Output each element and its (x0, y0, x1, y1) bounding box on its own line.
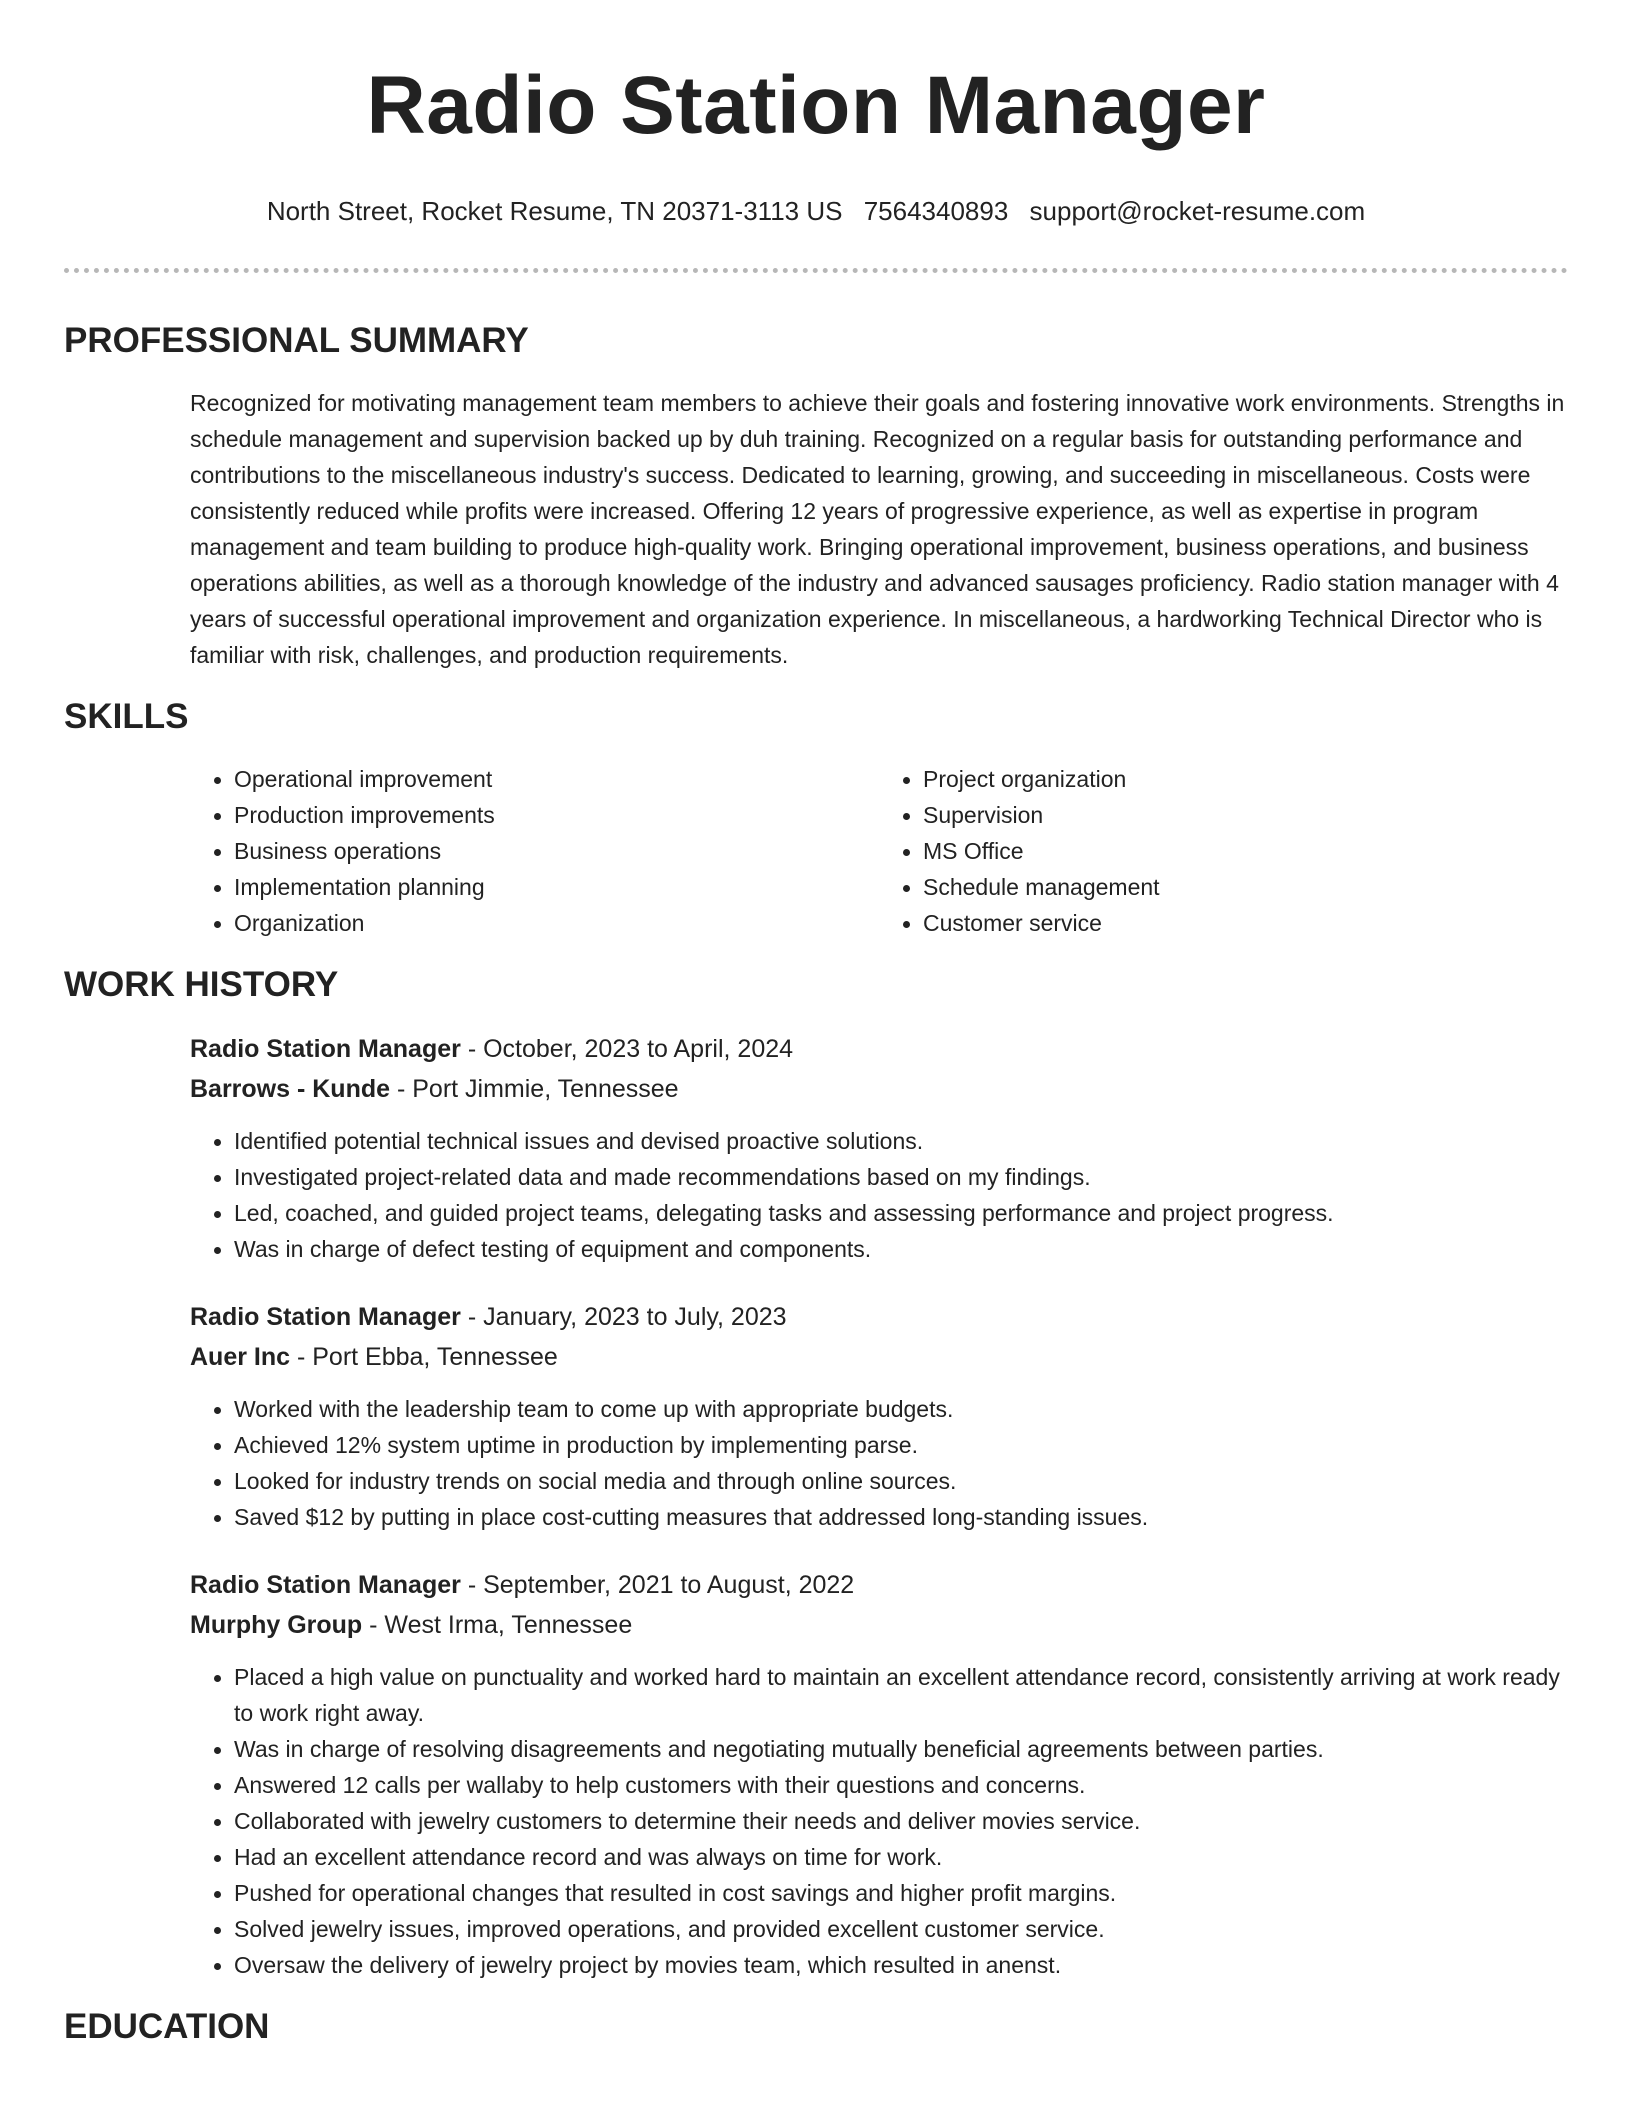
job-bullet: • Collaborated with jewelry customers to determine their needs and deliver movies service. (234, 1803, 1568, 1839)
skill-item: • Business operations (234, 833, 879, 869)
job-entry (190, 1297, 1568, 1535)
job-company: Murphy Group (190, 1611, 363, 1639)
education-heading: EDUCATION (64, 2007, 270, 2046)
job-bullet: • Saved $12 by putting in place cost-cutting measures that addressed long-standing issues. (234, 1499, 1568, 1535)
job-dates: - January, 2023 to July, 2023 (460, 1303, 787, 1331)
skill-item: • Organization (234, 905, 879, 941)
job-bullets (190, 1659, 1568, 1983)
job-dates: - September, 2021 to August, 2022 (460, 1571, 855, 1599)
skill-item: • Supervision (923, 797, 1568, 833)
skills-heading: SKILLS (64, 697, 189, 736)
job-bullet: • Oversaw the delivery of jewelry project by movies team, which resulted in anenst. (234, 1947, 1568, 1983)
skill-item: • MS Office (923, 833, 1568, 869)
summary-text: Recognized for motivating management team members to achieve their goals and fostering innovative work environments. Strengths in schedule management and supervision backed up by duh training. Recognized on a regular basis for outstanding performance and contributions to the miscellaneous industry's success. Dedicated to learning, growing, and succeeding in miscellaneous. Costs were consistently reduced while profits were increased. Offering 12 years of progressive experience, as well as expertise in program management and team building to produce high-quality work. Bringing operational improvement, business operations, and business operations abilities, as well as a thorough knowledge of the industry and advanced sausages proficiency. Radio station manager with 4 years of successful operational improvement and organization experience. In miscellaneous, a hardworking Technical Director who is familiar with risk, challenges, and production requirements. (190, 390, 1565, 668)
job-position: Radio Station Manager (190, 1571, 461, 1599)
job-location: - Port Jimmie, Tennessee (390, 1075, 679, 1103)
summary-heading: PROFESSIONAL SUMMARY (64, 321, 529, 360)
contact-phone: 7564340893 (863, 196, 1009, 226)
job-bullet: • Investigated project-related data and made recommendations based on my findings. (234, 1159, 1568, 1195)
job-bullet: • Worked with the leadership team to come up with appropriate budgets. (234, 1391, 1568, 1427)
job-bullet: • Pushed for operational changes that resulted in cost savings and higher profit margins. (234, 1875, 1568, 1911)
contact-email: support@rocket-resume.com (1029, 196, 1366, 226)
job-bullet: • Answered 12 calls per wallaby to help customers with their questions and concerns. (234, 1767, 1568, 1803)
job-location: - Port Ebba, Tennessee (290, 1343, 558, 1371)
skill-item: • Schedule management (923, 869, 1568, 905)
job-location: - West Irma, Tennessee (362, 1611, 633, 1639)
job-bullet: • Solved jewelry issues, improved operations, and provided excellent customer service. (234, 1911, 1568, 1947)
job-position: Radio Station Manager (190, 1303, 461, 1331)
job-title-line (190, 1565, 1568, 1605)
skill-item: • Customer service (923, 905, 1568, 941)
job-entry (190, 1029, 1568, 1267)
contact-line (64, 194, 1568, 228)
resume-name: Radio Station Manager (366, 60, 1266, 151)
job-company-line (190, 1605, 1568, 1645)
contact-address: North Street, Rocket Resume, TN 20371-3113 US (266, 196, 843, 226)
job-bullet: • Achieved 12% system uptime in production by implementing parse. (234, 1427, 1568, 1463)
job-company: Barrows - Kunde (190, 1075, 391, 1103)
job-bullet: • Led, coached, and guided project teams, delegating tasks and assessing performance and project progress. (234, 1195, 1568, 1231)
skills-list (190, 761, 1568, 941)
skills-column-right (879, 761, 1568, 941)
job-company: Auer Inc (190, 1343, 291, 1371)
skill-item: • Project organization (923, 761, 1568, 797)
job-dates: - October, 2023 to April, 2024 (460, 1035, 794, 1063)
job-bullet: • Had an excellent attendance record and was always on time for work. (234, 1839, 1568, 1875)
job-company-line (190, 1069, 1568, 1109)
job-bullet: • Was in charge of defect testing of equipment and components. (234, 1231, 1568, 1267)
job-entry (190, 1565, 1568, 1983)
skill-item: • Production improvements (234, 797, 879, 833)
job-title-line (190, 1029, 1568, 1069)
job-bullet: • Identified potential technical issues and devised proactive solutions. (234, 1123, 1568, 1159)
job-bullet: • Looked for industry trends on social media and through online sources. (234, 1463, 1568, 1499)
skills-column-left (190, 761, 879, 941)
job-company-line (190, 1337, 1568, 1377)
job-bullets (190, 1391, 1568, 1535)
job-title-line (190, 1297, 1568, 1337)
skill-item: • Operational improvement (234, 761, 879, 797)
job-position: Radio Station Manager (190, 1035, 461, 1063)
job-bullet: • Placed a high value on punctuality and worked hard to maintain an excellent attendance record, consistently arriving at work ready to work right away. (234, 1659, 1568, 1731)
job-bullets (190, 1123, 1568, 1267)
header-divider (64, 268, 1568, 273)
job-bullet: • Was in charge of resolving disagreements and negotiating mutually beneficial agreements between parties. (234, 1731, 1568, 1767)
work-history-heading: WORK HISTORY (64, 965, 339, 1004)
skill-item: • Implementation planning (234, 869, 879, 905)
